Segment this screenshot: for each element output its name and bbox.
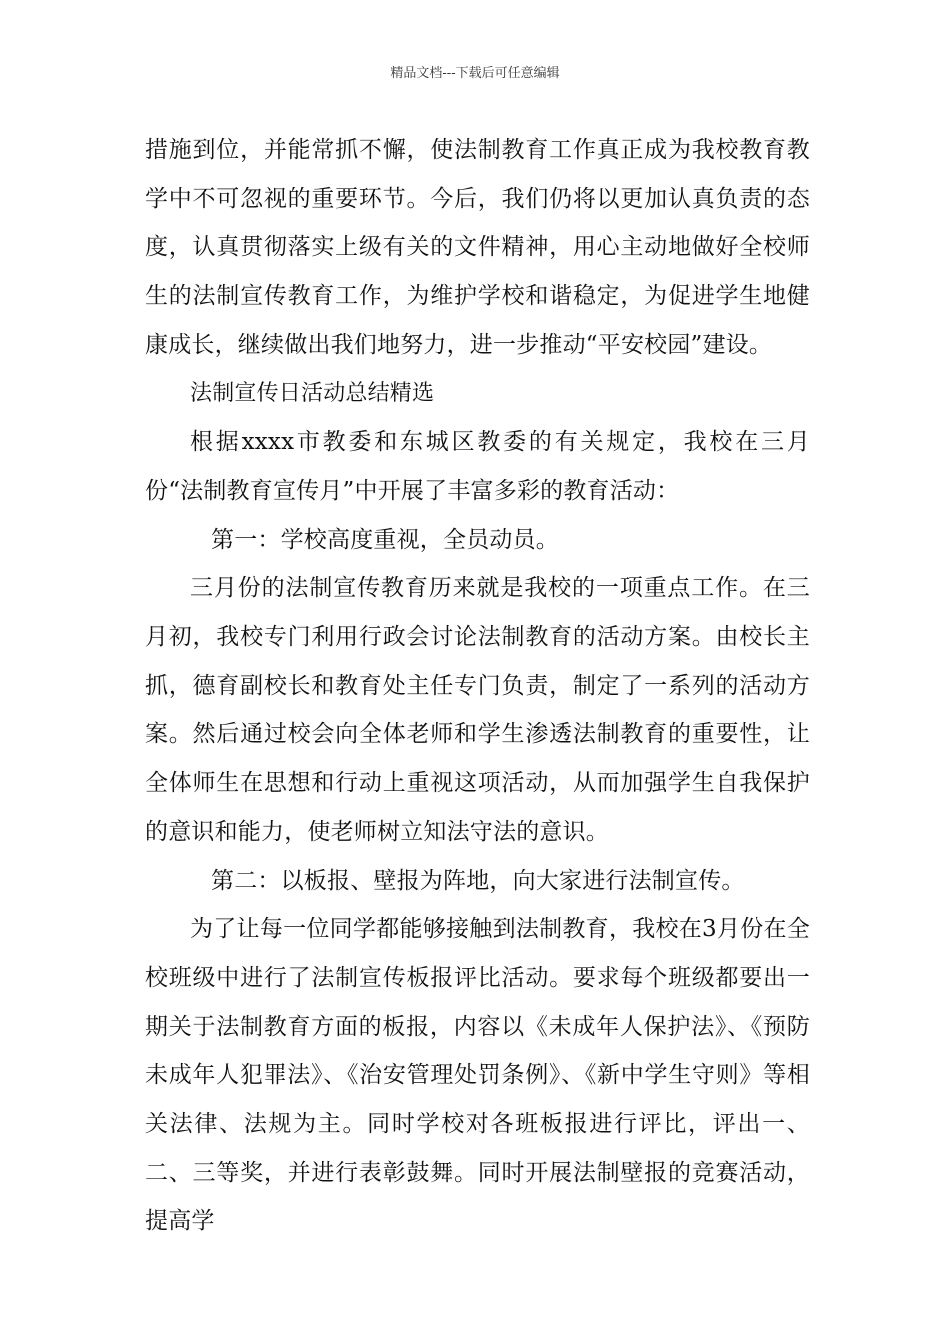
paragraph-point-one-body: 三月份的法制宣传教育历来就是我校的一项重点工作。在三月初，我校专门利用行政会讨论法制教育的活动方案。由校长主抓，德育副校长和教育处主任专门负责，制定了一系列的活动方案。然后通过校会向全体老师和学生渗透法制教育的重要性，让全体师生在思想和行动上重视这项活动，从而加强学生自我保护的意识和能力，使老师树立知法守法的意识。 bbox=[145, 575, 810, 845]
paragraph-point-two-body: 为了让每一位同学都能够接触到法制教育，我校在3月份在全校班级中进行了法制宣传板报评比活动。要求每个班级都要出一期关于法制教育方面的板报，内容以《未成年人保护法》、《预防未成年人犯罪法》、《治安管理处罚条例》、《新中学生守则》等相关法律、法规为主。同时学校对各班板报进行评比，评出一、二、三等奖，并进行表彰鼓舞。同时开展法制壁报的竞赛活动，提高学 bbox=[145, 916, 810, 1235]
document-body bbox=[145, 126, 810, 1246]
section-title: 法制宣传日活动总结精选 bbox=[190, 380, 435, 406]
page-header: 精品文档---下载后可任意编辑 bbox=[390, 66, 560, 81]
paragraph-intro: 根据xxxx市教委和东城区教委的有关规定，我校在三月份“法制教育宣传月”中开展了丰富多彩的教育活动： bbox=[145, 429, 810, 504]
paragraph-point-one-heading: 第一：学校高度重视，全员动员。 bbox=[211, 526, 559, 553]
paragraph-conclusion: 措施到位，并能常抓不懈，使法制教育工作真正成为我校教育教学中不可忽视的重要环节。今后，我们仍将以更加认真负责的态度，认真贯彻落实上级有关的文件精神，用心主动地做好全校师生的法制宣传教育工作，为维护学校和谐稳定，为促进学生地健康成长，继续做出我们地努力，进一步推动“平安校园”建设。 bbox=[145, 137, 810, 358]
paragraph-point-two-heading: 第二：以板报、壁报为阵地，向大家进行法制宣传。 bbox=[211, 867, 745, 894]
